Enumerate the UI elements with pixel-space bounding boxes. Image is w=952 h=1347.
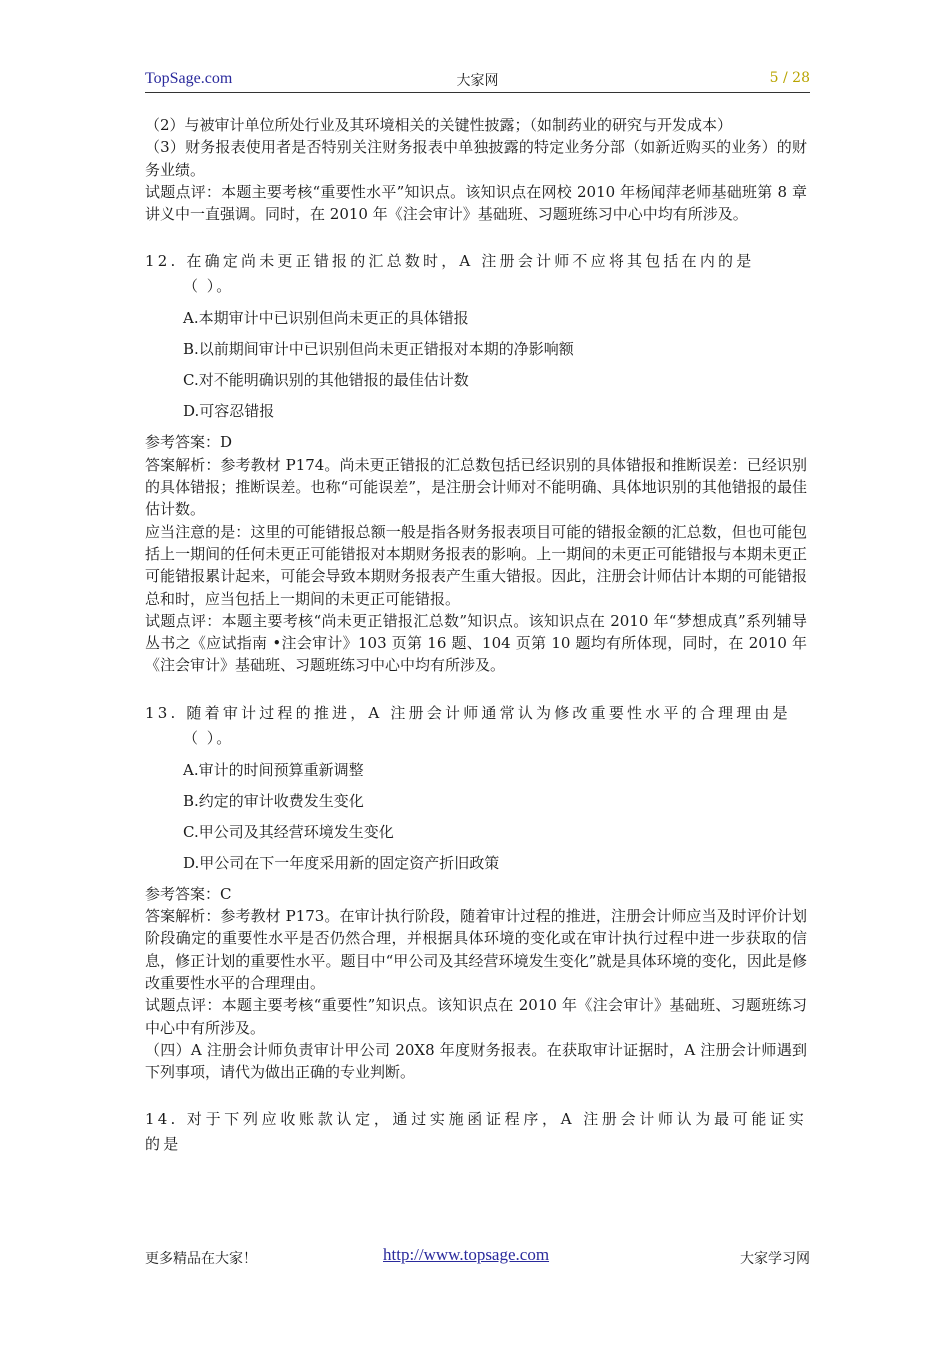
answer-note: 应当注意的是：这里的可能错报总额一般是指各财务报表项目可能的错报金额的汇总数，但也可能包括上一期间的任何未更正可能错报对本期财务报表的影响。上一期间的未更正可能错报与本期未更正可能错报累计起来，可能会导致本期财务报表产生重大错报。因此，注册会计师估计本期的可能错报总和时，应当包括上一期间的未更正可能错报。 [145, 522, 807, 608]
footer-link[interactable]: http://www.topsage.com [383, 1245, 550, 1264]
option-a: A.本期审计中已识别但尚未更正的具体错报 [183, 309, 469, 328]
question-comment: 试题点评：本题主要考核“重要性”知识点。该知识点在 2010 年《注会审计》基础班、习题班练习中心中有所涉及。 [145, 996, 807, 1037]
answer-analysis: 答案解析：参考教材 P174。尚未更正错报的汇总数包括已经识别的具体错报和推断误差：已经识别的具体错报；推断误差。也称“可能误差”，是注册会计师对不能明确、具体地识别的其他错报的最佳估计数。 [145, 455, 807, 519]
answer-analysis: 答案解析：参考教材 P173。在审计执行阶段，随着审计过程的推进，注册会计师应当及时评价计划阶段确定的重要性水平是否仍然合理，并根据具体环境的变化或在审计执行过程中进一步获取的信息，修正计划的重要性水平。题目中“甲公司及其经营环境发生变化”就是具体环境的变化，因此是修改重要性水平的合理理由。 [145, 907, 807, 992]
page-content [145, 114, 807, 1157]
answer-blank: （ ）。 [183, 728, 234, 747]
paragraph: 试题点评：本题主要考核“重要性水平”知识点。该知识点在网校 2010 年杨闻萍老师基础班第 8 章讲义中一直强调。同时，在 2010 年《注会审计》基础班、习题班练习中心中均有所涉及。 [145, 182, 807, 224]
header-page-number: 5 / 28 [769, 70, 810, 86]
reference-answer: 参考答案：D [145, 433, 233, 452]
option-c: C.甲公司及其经营环境发生变化 [183, 822, 394, 841]
option-b: B.约定的审计收费发生变化 [183, 791, 364, 810]
footer-site-name: 大家学习网 [740, 1251, 810, 1267]
question-stem: 13. 随着审计过程的推进，A 注册会计师通常认为修改重要性水平的合理理由是 [145, 703, 791, 722]
question-13 [145, 701, 807, 1084]
option-d: D.甲公司在下一年度采用新的固定资产折旧政策 [183, 853, 500, 872]
header-site-name: TopSage.com [145, 70, 233, 87]
page-footer [145, 1245, 810, 1270]
spacer [145, 225, 807, 249]
header-center-title: 大家网 [456, 73, 499, 89]
question-12 [145, 249, 807, 676]
option-a: A.审计的时间预算重新调整 [183, 760, 364, 779]
question-comment: 试题点评：本题主要考核“尚未更正错报汇总数”知识点。该知识点在 2010 年“梦想成真”系列辅导丛书之《应试指南 •注会审计》103 页第 16 题、104 页第 10 题均有所体现，同时，在 2010 年《注会审计》基础班、习题班练习中心中均有所涉及。 [145, 611, 807, 675]
question-stem: 12. 在确定尚未更正错报的汇总数时，A 注册会计师不应将其包括在内的是 [145, 252, 755, 271]
question-14 [145, 1107, 807, 1157]
section-intro: （四）A 注册会计师负责审计甲公司 20X8 年度财务报表。在获取审计证据时，A 注册会计师遇到下列事项，请代为做出正确的专业判断。 [145, 1040, 807, 1082]
paragraph: （2）与被审计单位所处行业及其环境相关的关键性披露；（如制药业的研究与开发成本） [145, 116, 733, 134]
option-c: C.对不能明确识别的其他错报的最佳估计数 [183, 371, 469, 390]
option-b: B.以前期间审计中已识别但尚未更正错报对本期的净影响额 [183, 340, 574, 359]
paragraph: （3）财务报表使用者是否特别关注财务报表中单独披露的特定业务分部（如新近购买的业务）的财务业绩。 [145, 138, 807, 179]
footer-slogan: 更多精品在大家！ [145, 1251, 257, 1267]
spacer [145, 677, 807, 701]
reference-answer: 参考答案：C [145, 884, 232, 903]
question-stem: 14. 对于下列应收账款认定，通过实施函证程序，A 注册会计师认为最可能证实的是 [145, 1110, 807, 1154]
page-header [145, 68, 810, 93]
spacer [145, 1083, 807, 1107]
option-d: D.可容忍错报 [183, 402, 275, 421]
answer-blank: （ ）。 [183, 277, 234, 296]
